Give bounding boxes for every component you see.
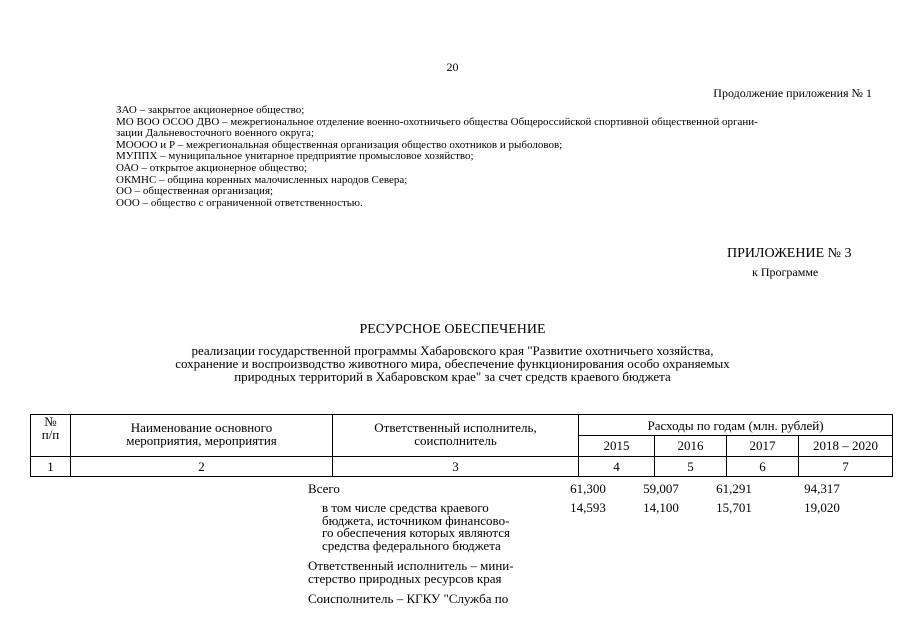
table-row-coexecutor [308, 593, 508, 606]
table-row-responsible [308, 560, 514, 585]
index-cell: 7 [799, 457, 893, 477]
appendix-title: ПРИЛОЖЕНИЕ № 3 [727, 246, 852, 261]
abbreviation-line: ЗАО – закрытое акционерное общество; [116, 104, 305, 116]
row-label: Соисполнитель – КГКУ "Служба по [308, 591, 509, 606]
year-header: 2018 – 2020 [799, 436, 893, 457]
row-label: Всего [308, 481, 340, 496]
row-label: в том числе средства краевого бюджета, источником финансово- го обеспечения которых являются средства федерального бюджета [322, 500, 510, 553]
abbreviation-line: МО ВОО ОСОО ДВО – межрегиональное отделение военно-охотничьего общества Общероссийской спортивной общественной органи- [116, 115, 758, 128]
value-2016: 14,100 [643, 500, 679, 515]
subtitle-line: природных территорий в Хабаровском крае" за счет средств краевого бюджета [234, 369, 671, 384]
value-2015: 61,300 [570, 481, 606, 496]
header-activity-name: Наименование основного мероприятия, мероприятия [71, 415, 333, 457]
abbreviation-line: ОО – общественная организация; [116, 185, 274, 198]
index-cell: 2 [71, 457, 333, 477]
document-subtitle [100, 344, 805, 383]
row-label: стерство природных ресурсов края [308, 570, 502, 586]
appendix-subtitle: к Программе [752, 265, 819, 279]
abbreviation-line: ОАО – открытое акционерное общество; [116, 161, 308, 174]
row-label: Ответственный исполнитель – мини- [308, 558, 514, 573]
value-2015: 14,593 [570, 500, 606, 515]
abbreviation-line: МУППХ – муниципальное унитарное предприятие промысловое хозяйство; [116, 150, 474, 163]
header-expenses: Расходы по годам (млн. рублей) [579, 415, 893, 436]
document-title: РЕСУРСНОЕ ОБЕСПЕЧЕНИЕ [359, 322, 546, 337]
year-header: 2015 [579, 436, 655, 457]
resource-table [30, 414, 893, 477]
abbreviation-line: МОООО и Р – межрегиональная общественная организация общество охотников и рыболовов; [116, 138, 563, 151]
header-number: № п/п [31, 415, 71, 457]
year-header: 2016 [655, 436, 727, 457]
page-number: 20 [446, 60, 459, 74]
continuation-note: Продолжение приложения № 1 [713, 86, 872, 100]
abbreviation-line: ООО – общество с ограниченной ответственностью. [116, 196, 363, 209]
value-2016: 59,007 [643, 481, 679, 496]
subtitle-line: сохранение и воспроизводство животного мира, обеспечение функционирования особо охраняемых [175, 356, 730, 371]
value-2018-2020: 94,317 [804, 481, 840, 496]
abbreviation-list [116, 105, 876, 209]
year-header: 2017 [727, 436, 799, 457]
subtitle-line: реализации государственной программы Хабаровского края "Развитие охотничьего хозяйства, [191, 343, 714, 358]
index-cell: 6 [727, 457, 799, 477]
abbreviation-line: ОКМНС – община коренных малочисленных народов Севера; [116, 173, 408, 186]
index-cell: 4 [579, 457, 655, 477]
value-2017: 15,701 [716, 500, 752, 515]
index-cell: 1 [31, 457, 71, 477]
value-2018-2020: 19,020 [804, 500, 840, 515]
index-cell: 3 [333, 457, 579, 477]
value-2017: 61,291 [716, 481, 752, 496]
index-cell: 5 [655, 457, 727, 477]
abbreviation-line: зации Дальневосточного военного округа; [116, 127, 314, 140]
header-executor: Ответственный исполнитель, соисполнитель [333, 415, 579, 457]
